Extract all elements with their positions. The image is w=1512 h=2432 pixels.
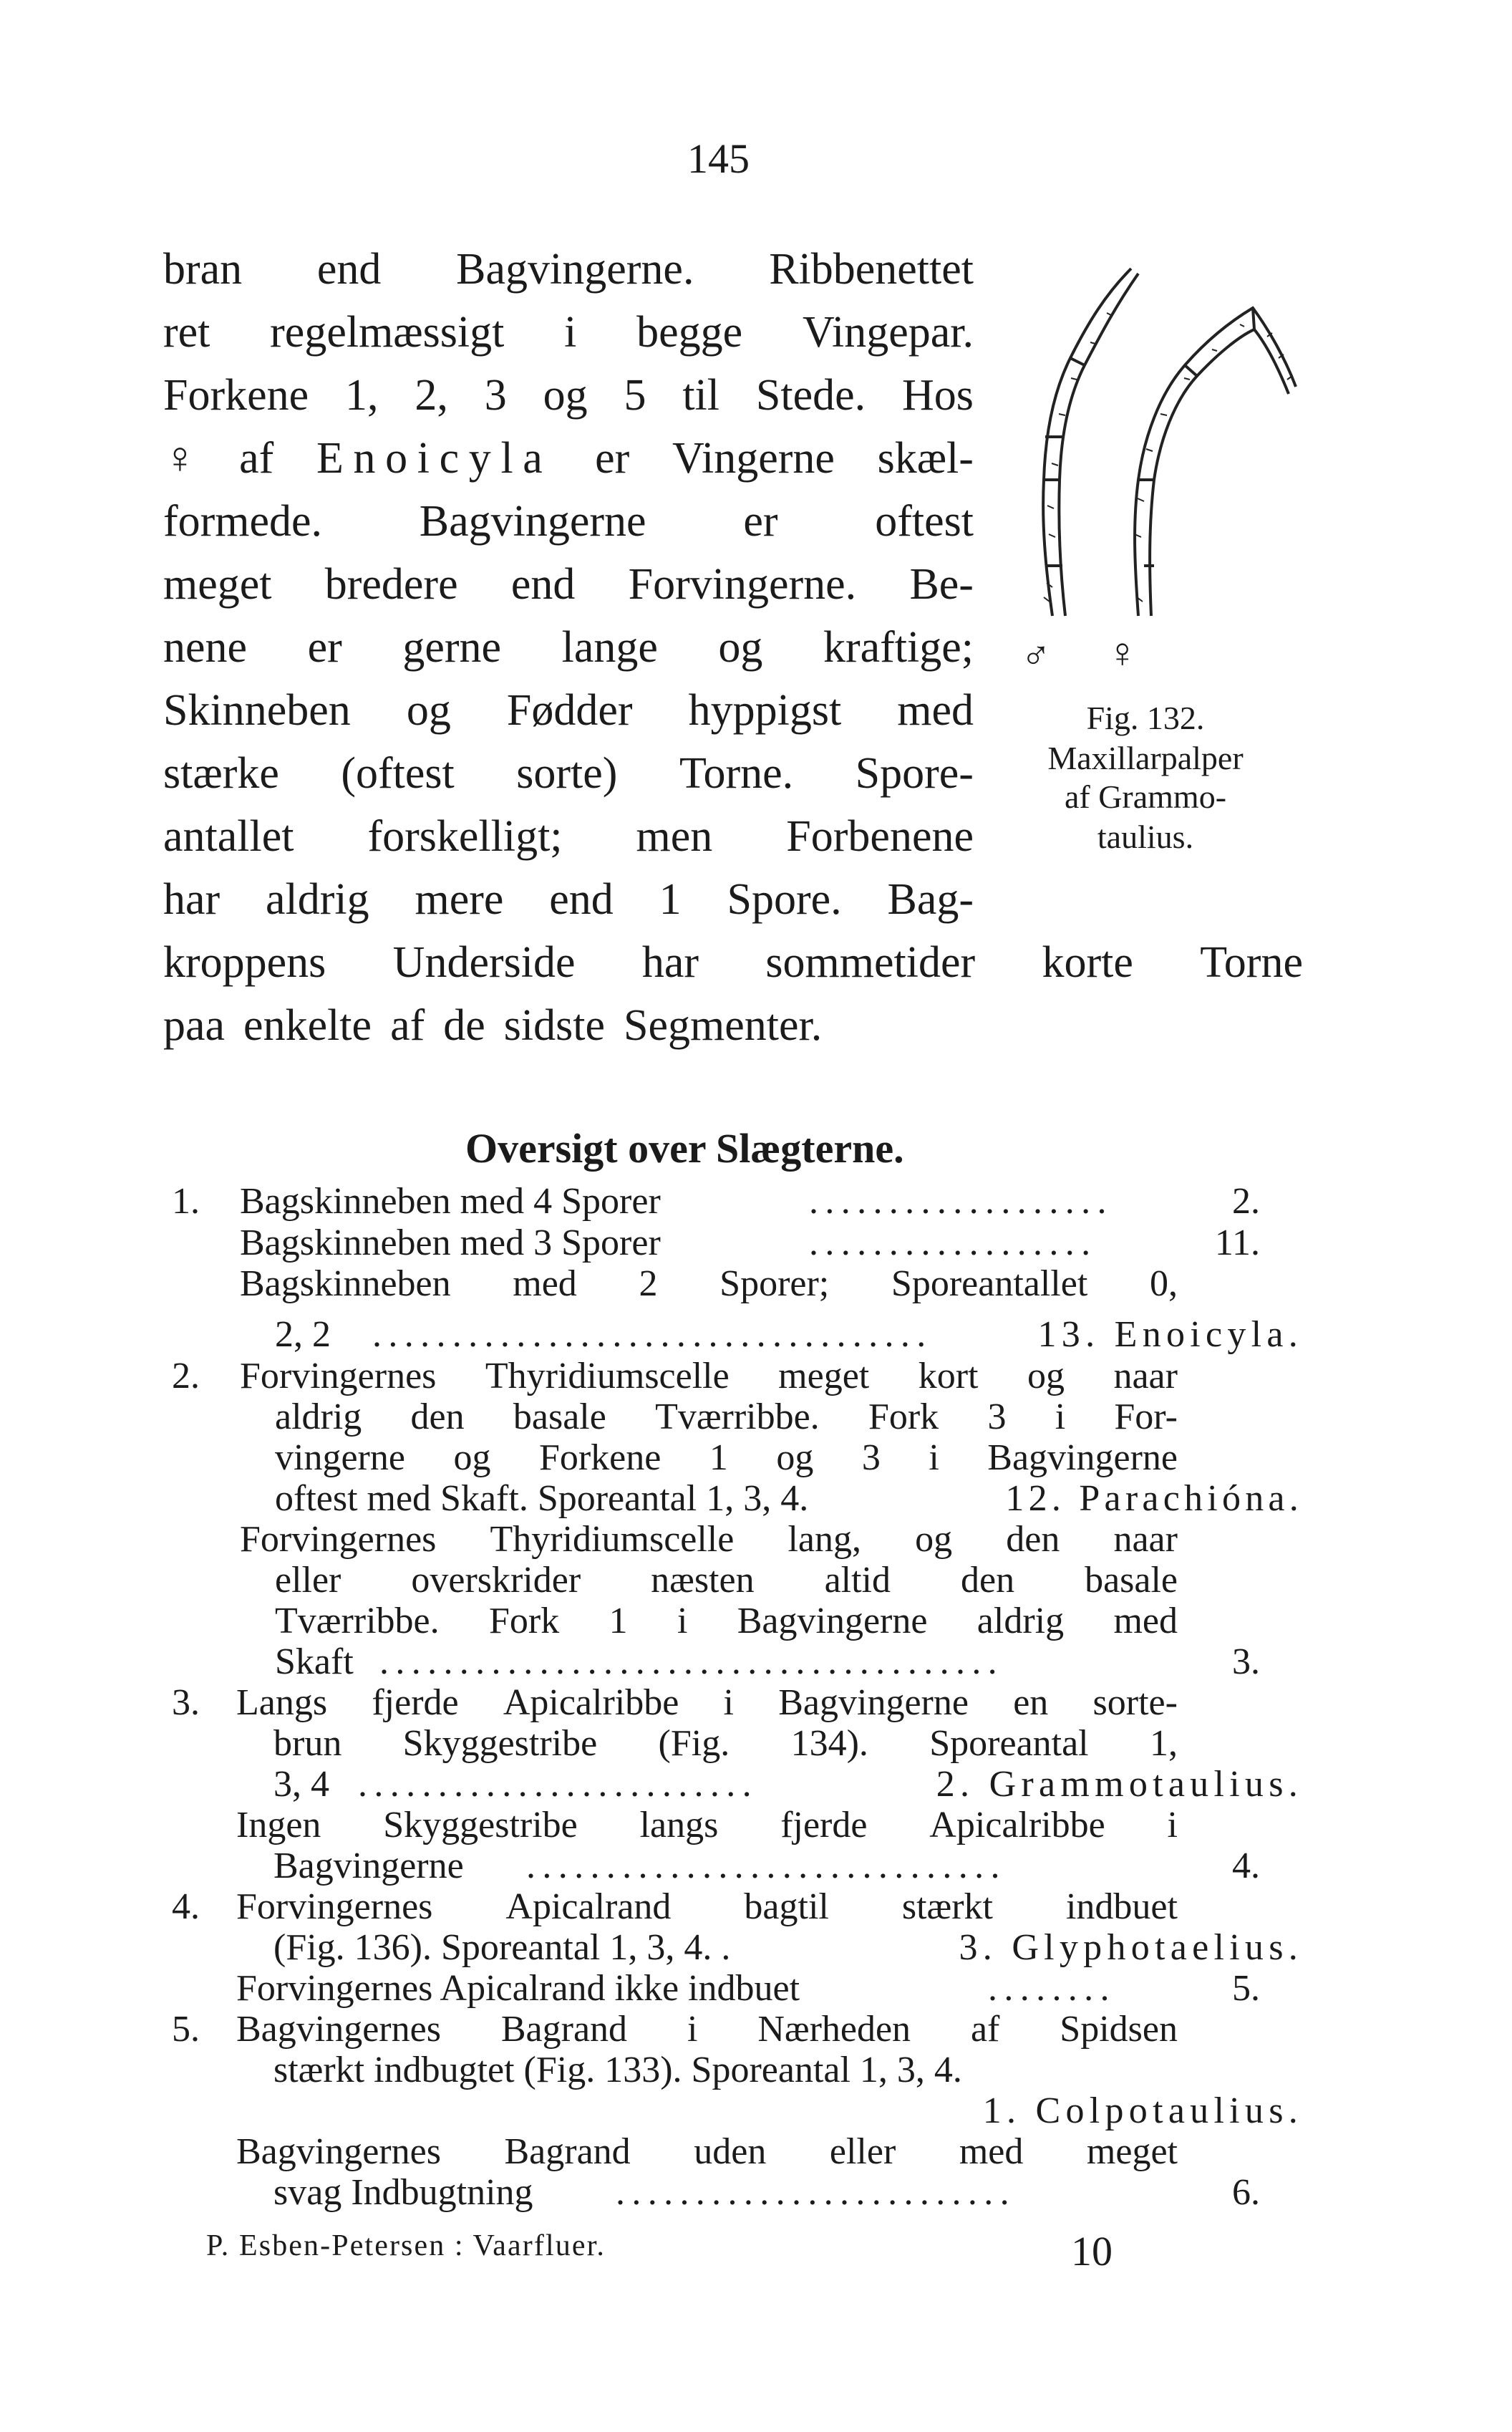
word: Langs [236, 1682, 328, 1723]
word: kraftige; [823, 623, 974, 672]
word: nene [163, 623, 248, 672]
word: og [406, 686, 451, 735]
word: altid [824, 1560, 891, 1601]
leader-dots: ....................................... [379, 1641, 1004, 1682]
key-result: 1. Colpotaulius. [982, 2090, 1303, 2131]
word: eller [829, 2131, 896, 2172]
word: 2, [415, 371, 448, 420]
key-number: 2. [172, 1356, 200, 1396]
male-palp-drawing [1043, 269, 1138, 616]
word: 2 [639, 1263, 658, 1304]
word: Fork [868, 1396, 939, 1437]
key-line [275, 1562, 1178, 1599]
intro-line [163, 436, 974, 481]
word: 1, [1149, 1723, 1178, 1764]
word: Skyggestribe [383, 1805, 578, 1845]
word: Apicalribbe [929, 1805, 1105, 1845]
key-line [236, 2133, 1178, 2171]
intro-line [163, 688, 974, 733]
male-symbol: ♂ [1021, 634, 1051, 678]
word: i [929, 1437, 939, 1478]
key-result: 3. Glyphotaelius. [959, 1927, 1303, 1968]
intro-line [163, 373, 974, 418]
word: ret [163, 308, 210, 357]
word: naar [1113, 1356, 1178, 1396]
key-line: svag Indbugtning [273, 2172, 533, 2213]
key-line [273, 1725, 1178, 1762]
word: skæl- [877, 434, 974, 483]
word: (oftest [341, 749, 455, 798]
word: Fødder [506, 686, 633, 735]
word: Torne [1200, 938, 1303, 987]
leader-dots: ......................... [616, 2172, 1016, 2213]
intro-line [163, 751, 974, 796]
key-line: oftest med Skaft. Sporeantal 1, 3, 4. [275, 1478, 809, 1519]
word: langs [639, 1805, 719, 1845]
word: naar [1113, 1519, 1178, 1560]
word: Spore- [855, 749, 974, 798]
word: Skinneben [163, 686, 351, 735]
word: vingerne [275, 1437, 405, 1478]
figure-caption-line-2: af Grammo- [1064, 778, 1227, 815]
word: Spore. [727, 875, 842, 924]
word: Forkene [538, 1437, 662, 1478]
word: bredere [324, 560, 458, 609]
word: paa [163, 1001, 226, 1050]
word: regelmæssigt [270, 308, 505, 357]
word: 5 [624, 371, 646, 420]
word: 0, [1149, 1263, 1178, 1304]
key-line: (Fig. 136). Sporeantal 1, 3, 4. . [273, 1927, 731, 1968]
word: oftest [875, 497, 974, 546]
leader-dots: ................... [809, 1181, 1113, 1222]
word: sorte- [1092, 1682, 1178, 1723]
word: Apicalribbe [503, 1682, 679, 1723]
word: og [915, 1519, 953, 1560]
word: næsten [651, 1560, 755, 1601]
word: Thyridiumscelle [490, 1519, 735, 1560]
word: 1, [345, 371, 379, 420]
intro-line [163, 625, 974, 670]
word: Tværribbe. [655, 1396, 820, 1437]
word: af [239, 434, 274, 483]
intro-line [163, 877, 974, 922]
word: aldrig [275, 1396, 362, 1437]
word: uden [694, 2131, 767, 2172]
word: Forvingernes [236, 1886, 433, 1927]
word: Bagvingerne [419, 497, 646, 546]
word: kroppens [163, 938, 326, 987]
word: 3 [484, 371, 507, 420]
key-heading: Oversigt over Slægterne. [465, 1125, 904, 1172]
key-number: 4. [172, 1886, 200, 1927]
leader-dots: ......................... [358, 1764, 758, 1805]
word: en [1013, 1682, 1049, 1723]
word: end [316, 245, 382, 294]
word: Thyridiumscelle [485, 1356, 730, 1396]
key-number: 3. [172, 1682, 200, 1723]
word: Sporeantal [929, 1723, 1089, 1764]
word: med [513, 1263, 577, 1304]
word: bagtil [744, 1886, 829, 1927]
word: med [959, 2131, 1024, 2172]
key-line: 2, 2 [275, 1314, 331, 1355]
word: er [743, 497, 778, 546]
word: Ribbenettet [769, 245, 974, 294]
word: Spidsen [1060, 2009, 1178, 2050]
key-line [275, 1603, 1178, 1640]
word: stærkt [901, 1886, 993, 1927]
word: Nærheden [757, 2009, 911, 2050]
key-line [240, 1358, 1178, 1395]
signature-mark: 10 [1071, 2228, 1113, 2274]
word: basale [513, 1396, 606, 1437]
word: Sporer; [719, 1263, 830, 1304]
word: og [543, 371, 588, 420]
word: den [410, 1396, 465, 1437]
word: overskrider [411, 1560, 581, 1601]
word: den [1006, 1519, 1060, 1560]
word: med [1113, 1601, 1178, 1641]
word: i [687, 2009, 698, 2050]
key-line [275, 1396, 1178, 1437]
word: Bagvingerne [737, 1601, 928, 1641]
word: 1 [659, 875, 682, 924]
word: kort [918, 1356, 979, 1396]
word: Bagvingernes [236, 2009, 441, 2050]
key-line [240, 1521, 1178, 1558]
word: Torne. [679, 749, 794, 798]
word: Bagskinneben [240, 1263, 451, 1304]
figure-caption-line-3: taulius. [1097, 819, 1194, 855]
word: og [776, 1437, 814, 1478]
figure-caption-line-1: Maxillarpalper [1047, 740, 1244, 776]
word: 1 [609, 1601, 628, 1641]
word: Vingerne [672, 434, 835, 483]
word: Fork [488, 1601, 560, 1641]
maxillarpalper-figure [1002, 265, 1310, 666]
word: sidste [503, 1001, 605, 1050]
word: af [970, 2009, 1000, 2050]
word: er [307, 623, 342, 672]
key-result: 11. [1214, 1222, 1260, 1263]
word: i [1055, 1396, 1066, 1437]
word: gerne [402, 623, 502, 672]
word: Underside [392, 938, 576, 987]
word: i [677, 1601, 688, 1641]
key-result: 6. [1232, 2172, 1260, 2213]
word: er [595, 434, 630, 483]
word: Sporeantallet [891, 1263, 1088, 1304]
word: Bagvingerne [987, 1437, 1178, 1478]
word: brun [273, 1723, 342, 1764]
key-line [275, 1439, 1178, 1477]
intro-line [163, 940, 1303, 985]
word: Be- [909, 560, 974, 609]
word: Forbenene [786, 812, 974, 861]
key-result: 2. [1232, 1181, 1260, 1222]
word: Forvingernes [240, 1356, 437, 1396]
word: Bagvingerne [778, 1682, 969, 1723]
word: For- [1114, 1396, 1178, 1437]
word: bran [163, 245, 243, 294]
leader-dots: .................. [809, 1222, 1097, 1263]
key-line: Forvingernes Apicalrand ikke indbuet [236, 1968, 800, 2009]
intro-line [163, 562, 974, 607]
word: forskelligt; [367, 812, 563, 861]
word: Bagvingerne. [456, 245, 694, 294]
word: 3 [861, 1437, 881, 1478]
word: Bag- [887, 875, 974, 924]
word: i [1167, 1805, 1178, 1845]
word: lang, [788, 1519, 861, 1560]
intro-line [163, 308, 974, 357]
key-line [236, 2011, 1178, 2048]
word: 134). [790, 1723, 868, 1764]
intro-line [163, 814, 974, 859]
leader-dots: ........ [988, 1968, 1116, 2009]
key-line: stærkt indbugtet (Fig. 133). Sporeantal 1, 3, 4. [273, 2050, 962, 2090]
key-line [240, 1265, 1178, 1303]
word: 3 [987, 1396, 1007, 1437]
word: i [723, 1682, 734, 1723]
word: meget [778, 1356, 870, 1396]
word: og [718, 623, 763, 672]
word: formede. [163, 497, 323, 546]
word: fjerde [780, 1805, 868, 1845]
key-line: Skaft [275, 1641, 354, 1682]
leader-dots: .............................. [526, 1845, 1007, 1886]
word: i [564, 308, 577, 357]
word: Vingepar. [802, 308, 974, 357]
word: eller [275, 1560, 341, 1601]
word: meget [163, 560, 272, 609]
word: Forvingerne. [628, 560, 857, 609]
key-result: 13. Enoicyla. [1037, 1314, 1303, 1355]
word: og [453, 1437, 491, 1478]
key-line: Bagskinneben med 4 Sporer [240, 1181, 661, 1222]
key-result: 5. [1232, 1968, 1260, 2009]
word: end [510, 560, 576, 609]
word: ♀ [163, 434, 197, 483]
word: Tværribbe. [275, 1601, 440, 1641]
word: af [390, 1001, 425, 1050]
key-result: 3. [1232, 1641, 1260, 1682]
word: 1 [709, 1437, 728, 1478]
word: (Fig. [658, 1723, 730, 1764]
key-line: Bagskinneben med 3 Sporer [240, 1222, 661, 1263]
female-palp-drawing [1135, 308, 1296, 616]
female-symbol: ♀ [1107, 629, 1138, 676]
word: meget [1086, 2131, 1178, 2172]
word: indbuet [1065, 1886, 1178, 1927]
key-line [236, 1888, 1178, 1926]
word: enkelte [243, 1001, 372, 1050]
word: sorte) [516, 749, 618, 798]
word: Segmenter. [624, 1001, 823, 1050]
key-result: 2. Grammotaulius. [936, 1764, 1303, 1805]
key-line: 3, 4 [273, 1764, 329, 1805]
figure-label: Fig. 132. [1086, 700, 1205, 736]
word: aldrig [266, 875, 369, 924]
word: de [443, 1001, 485, 1050]
word: til [682, 371, 720, 420]
word: har [641, 938, 699, 987]
word: Bagrand [500, 2009, 628, 2050]
page-number: 145 [687, 135, 750, 182]
intro-line [163, 245, 974, 294]
word: Enoicyla [316, 434, 553, 483]
word: korte [1042, 938, 1133, 987]
word: mere [415, 875, 504, 924]
word: Stede. [755, 371, 866, 420]
word: sommetider [765, 938, 976, 987]
word: Hos [901, 371, 974, 420]
word: begge [636, 308, 743, 357]
word: Skyggestribe [402, 1723, 598, 1764]
word: end [549, 875, 614, 924]
word: Bagvingernes [236, 2131, 441, 2172]
word: Forkene [163, 371, 309, 420]
word: med [897, 686, 974, 735]
word: basale [1085, 1560, 1178, 1601]
word: antallet [163, 812, 294, 861]
word: aldrig [976, 1601, 1065, 1641]
intro-line [163, 1003, 822, 1048]
running-footer-author-title: P. Esben-Petersen : Vaarfluer. [206, 2229, 606, 2262]
key-result: 12. Parachióna. [1005, 1478, 1303, 1519]
word: har [163, 875, 220, 924]
word: Forvingernes [240, 1519, 437, 1560]
word: Apicalrand [505, 1886, 672, 1927]
word: fjerde [372, 1682, 459, 1723]
intro-line [163, 499, 974, 544]
word: men [636, 812, 713, 861]
word: lange [561, 623, 658, 672]
key-line [236, 1684, 1178, 1722]
key-number: 1. [172, 1181, 200, 1222]
key-line: Bagvingerne [273, 1845, 464, 1886]
word: og [1027, 1356, 1065, 1396]
word: stærke [163, 749, 279, 798]
word: den [960, 1560, 1015, 1601]
word: Ingen [236, 1805, 321, 1845]
word: Bagrand [504, 2131, 631, 2172]
key-result: 4. [1232, 1845, 1260, 1886]
key-line [236, 1807, 1178, 1844]
leader-dots: ................................... [372, 1314, 933, 1355]
key-number: 5. [172, 2009, 200, 2050]
word: hyppigst [688, 686, 842, 735]
